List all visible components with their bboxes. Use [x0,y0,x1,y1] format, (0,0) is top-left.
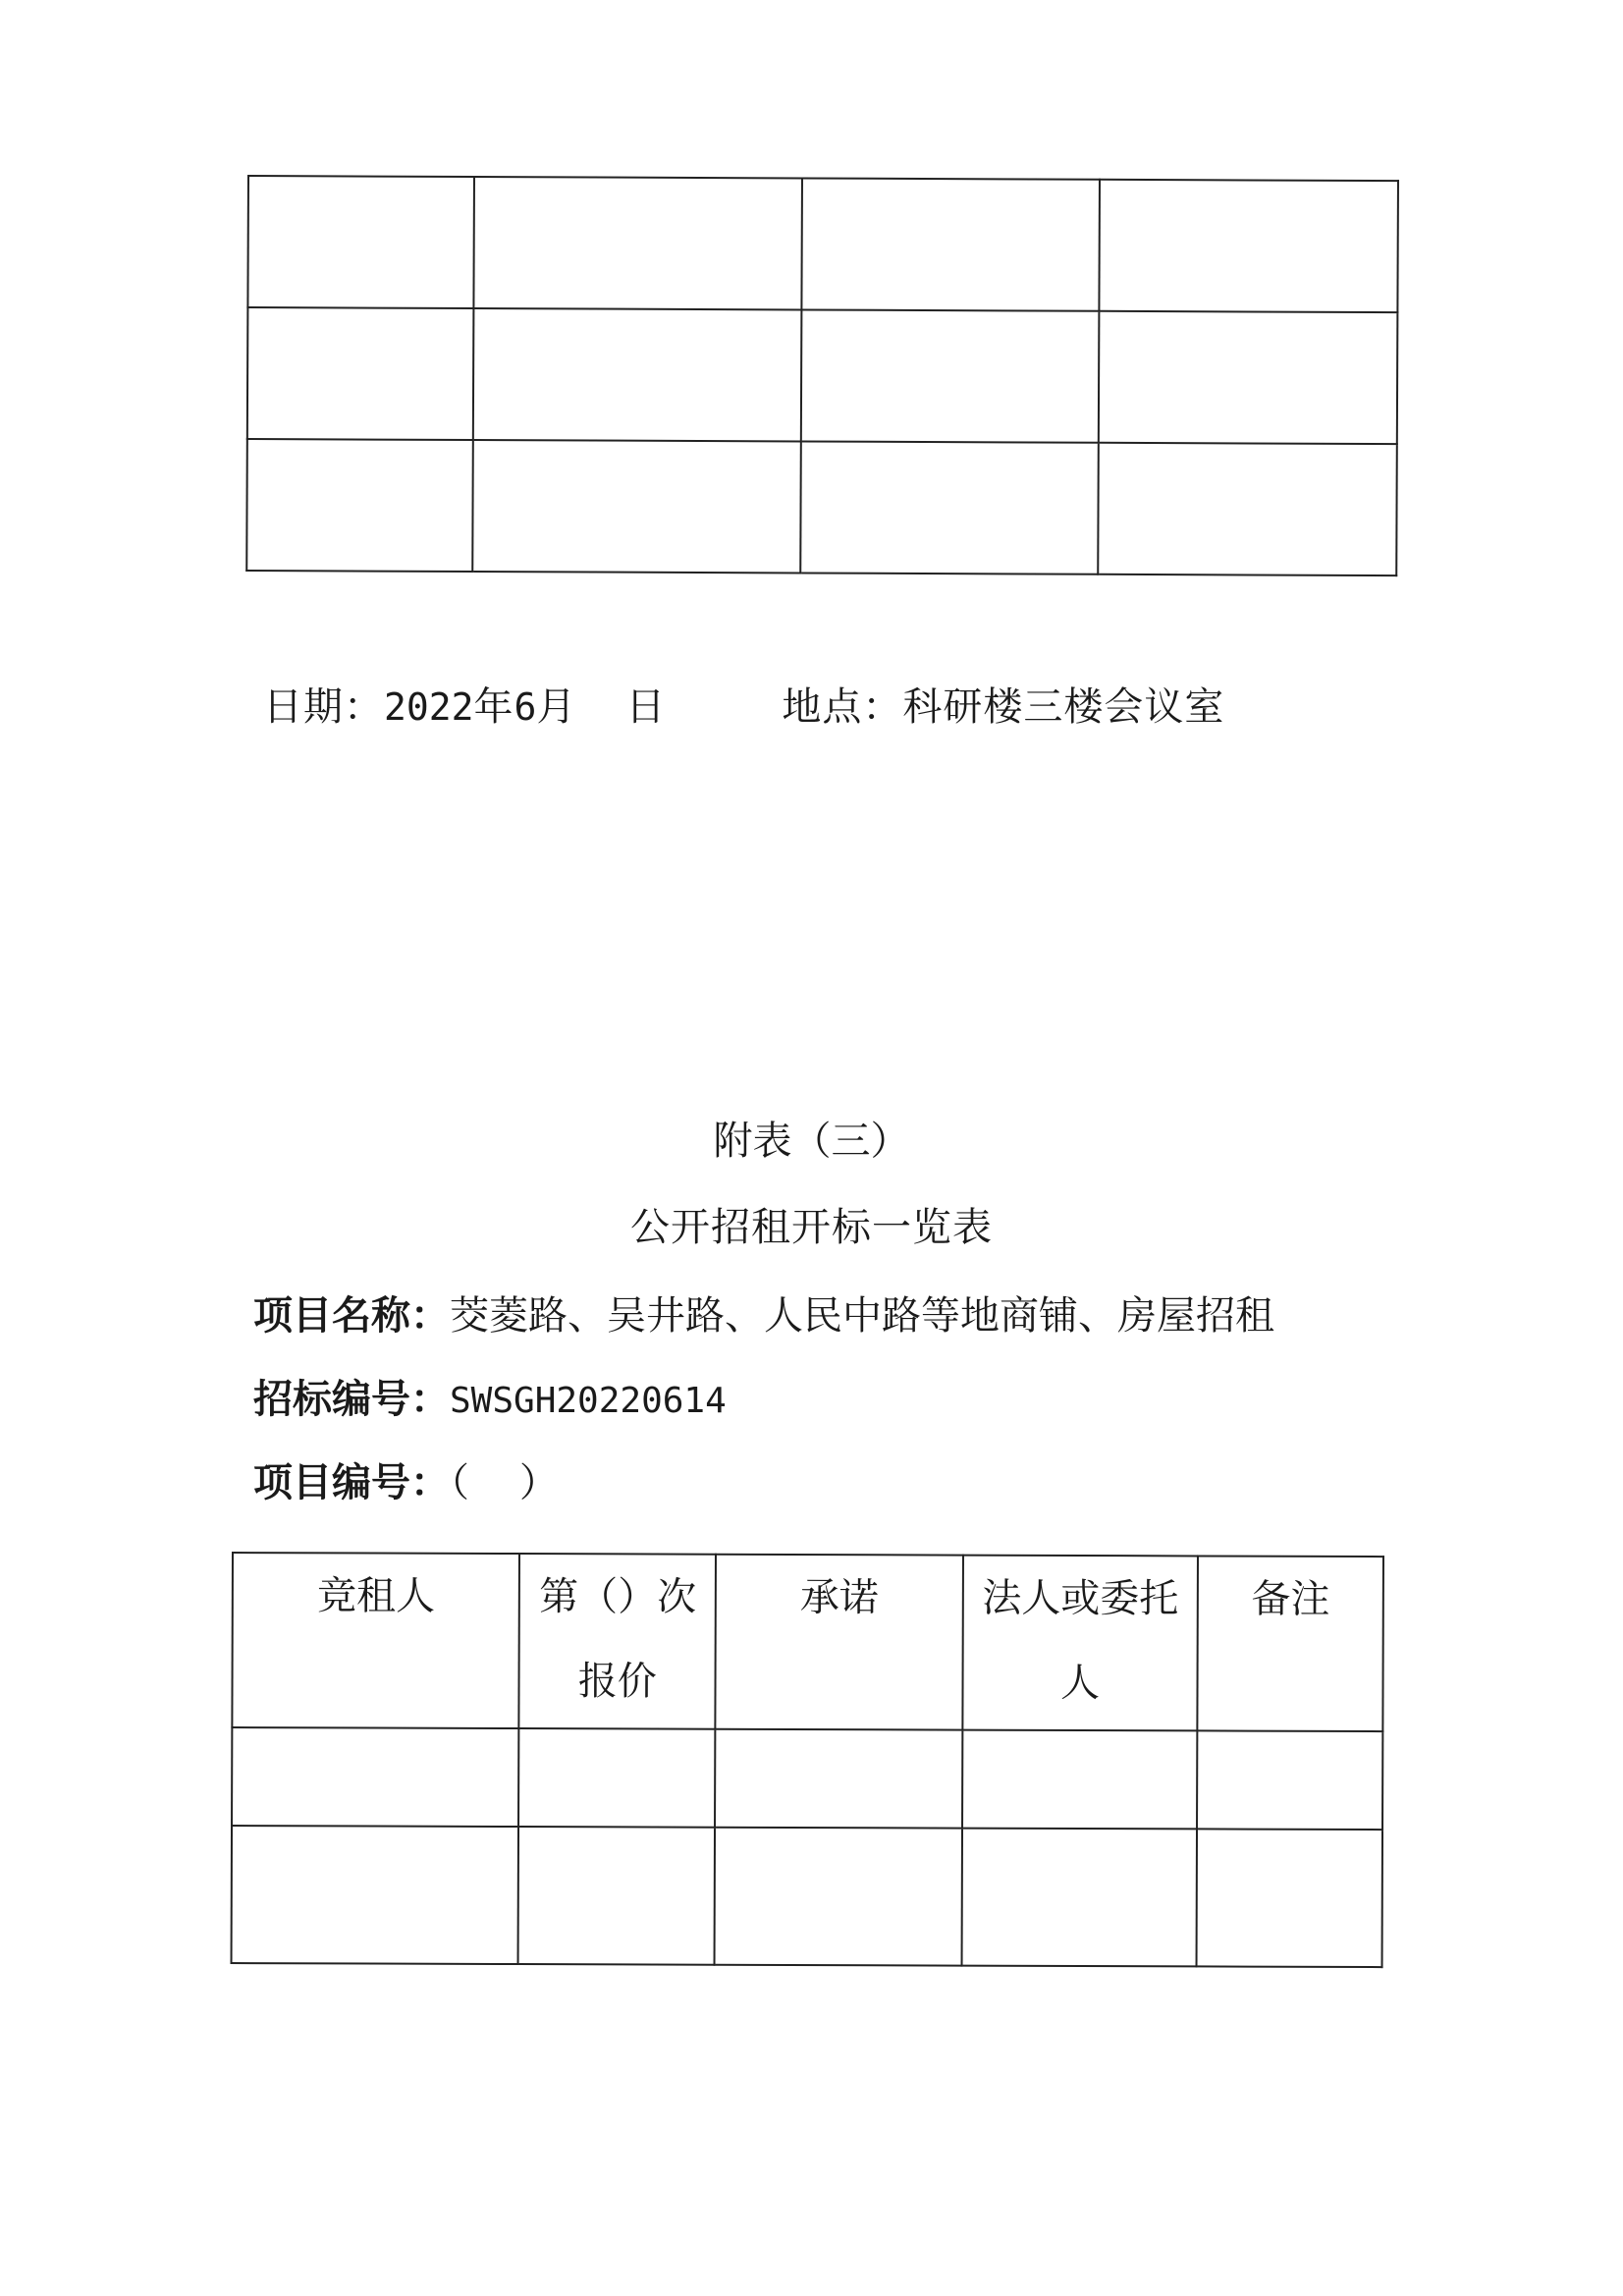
table-cell [518,1827,715,1965]
table-cell [472,308,801,441]
project-number-value: （ ） [450,1460,559,1505]
table-row [232,1727,1382,1830]
appendix-title: 附表（三） [713,1119,910,1164]
project-number-label: 项目编号： [253,1460,450,1505]
table-cell [518,1728,715,1828]
header-quote: 第（）次报价 [519,1554,716,1729]
table-cell [715,1729,962,1829]
project-name-label: 项目名称： [253,1293,450,1339]
day-unit: 日 [625,684,667,730]
month-unit: 月 [536,684,577,730]
table-cell [247,307,473,440]
tender-number-line [253,1368,727,1424]
table-row [246,439,1397,575]
table-cell [801,309,1100,442]
table-row [247,176,1398,312]
project-number-line [253,1451,559,1507]
date-month: 6 [514,685,537,729]
table-cell [1197,1829,1382,1967]
date-location-line [263,676,1224,732]
table-cell [247,176,473,308]
table-cell [472,440,801,573]
table-row [232,1826,1382,1967]
table-cell [232,1727,519,1827]
table-cell [801,178,1100,310]
table-cell [1099,443,1397,575]
table-cell [246,439,472,572]
continuation-table [245,175,1399,576]
project-name-value: 茭菱路、吴井路、人民中路等地商铺、房屋招租 [450,1293,1274,1339]
date-year: 2022 [384,685,474,729]
location-label: 地点： [782,684,903,730]
table-header-row [232,1553,1383,1731]
table-cell [1197,1730,1382,1830]
table-row [247,307,1398,444]
table-cell [715,1828,962,1966]
table-cell [800,441,1099,574]
tender-number-value: SWSGH20220614 [450,1381,727,1421]
header-commitment: 承诺 [716,1555,963,1730]
year-unit: 年 [473,684,514,730]
table-cell [232,1826,519,1964]
table-cell [473,177,802,309]
tender-number-label: 招标编号： [253,1377,450,1422]
table-cell [962,1730,1198,1830]
bid-opening-table [231,1552,1384,1968]
project-name-line [253,1285,1274,1340]
table-cell [1100,180,1398,312]
header-remarks: 备注 [1198,1556,1383,1731]
location-value: 科研楼三楼会议室 [902,684,1225,730]
header-bidder: 竞租人 [232,1553,519,1728]
table-cell [961,1829,1197,1967]
table-cell [1099,311,1397,444]
date-label: 日期： [263,684,384,730]
form-title: 公开招租开标一览表 [630,1205,993,1250]
header-representative: 法人或委托人 [962,1556,1198,1731]
